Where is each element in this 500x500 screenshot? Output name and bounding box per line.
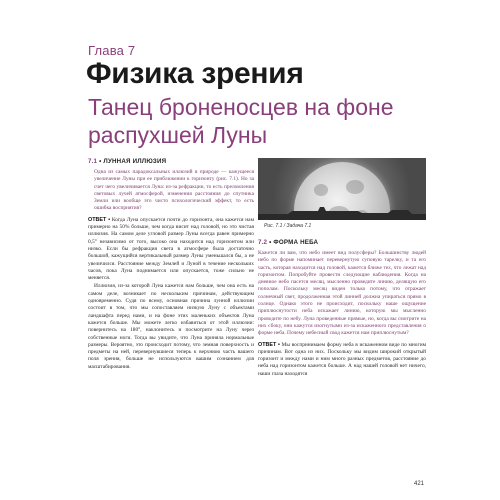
section-bullet: • <box>99 158 104 165</box>
answer-lead: ОТВЕТ • <box>258 341 280 348</box>
answer-paragraph-1 <box>88 217 254 283</box>
figure-caption: Рис. 7.1 / Задача 7.1 <box>264 223 312 229</box>
answer-paragraph-2: Иллюзия, из-за которой Луна кажется нам больше, чем она есть на самом деле, возникает по нескольким причинам, действующим одновременно. Судя по всему, основная причина лунной иллюзии состоит в том, что мы сопоставляем низкую Луну с объектами ландшафта перед нами, и на фоне этих маленьких объектов Луна кажется больше. Мы можете легко избавиться от этой иллюзии: повернитесь на 180°, наклонитесь и посмотрите на Луну через собственные ноги. Тогда вы увидите, что Луна приняла нормальные размеры. Вероятно, это происходит потому, что земная поверхность и предметы на ней, перевернувшиеся теперь к верхнюю часть вашего поля зрения, больше не используются вашим сознанием для масштабирования. <box>88 283 254 370</box>
chapter-label: Глава 7 <box>88 43 136 58</box>
chapter-title: Физика зрения <box>86 57 304 90</box>
question-text <box>88 169 254 213</box>
section-heading-7-1 <box>88 158 254 165</box>
answer-block <box>88 217 254 371</box>
moon-figure-image <box>258 158 426 220</box>
answer-block <box>258 342 426 378</box>
answer-lead: ОТВЕТ • <box>88 216 111 223</box>
chapter-subtitle: Танец броненосцев на фоне распухшей Луны <box>88 94 394 148</box>
left-column <box>88 158 254 372</box>
ships-silhouette-icon <box>258 202 426 220</box>
question-paragraph: Одна из самых парадоксальных иллюзий в природе — кажущееся увеличение Луны при ее приближении к горизонту (рис. 7.1). Но за счет чего увеличивается Луна: из-за рефракции, то есть преломления световых лучей атмосферой, изменения расстояния до спутника Земли или вообще это чисто психологический эффект, то есть ошибка восприятия? <box>94 169 254 212</box>
question-text: Кажется ли вам, что небо имеет вид полусферы? Большинству людей небо по форме напоминает перевернутую суповую тарелку, и та его часть, которая находится над головой, кажется ближе тех, что лежат над горизонтом. Попробуйте провести следующие наблюдения. Когда на дневное небо пасется месяц, мысленно проведите линию, делящую его пополам. Поскольку месяц виден только потому, что отражает солнечный свет, продолженная этой линией должна упираться прямо в солнце. Однако этого не происходит, поскольку наше ощущение приплюснутости неба искажает линию, которую мы мысленно проводите по небу. Луна проведенные прямые, но, когда вы смотрите на них сбоку, они кажутся изогнутыми из-за искаженного представления о форме неба. Почему небесный свод кажется нам приплюснутым? <box>258 250 426 337</box>
section-title: ФОРМА НЕБА <box>273 239 319 246</box>
section-heading-7-2 <box>258 239 426 246</box>
right-column <box>258 158 426 379</box>
section-number: 7.1 <box>88 158 98 165</box>
section-title: ЛУННАЯ ИЛЛЮЗИЯ <box>103 158 167 165</box>
page-number: 421 <box>413 481 424 487</box>
section-bullet: • <box>269 239 274 246</box>
answer-text-1: Мы воспринимаем форму неба в искаженном виде по многим причинам. Вот одна из них. Поскольку мы видим широкий открытый горизонт и между нами и ним много разных предметов, расстояние до неба над горизонтом кажется больше. А над нашей головой нет ничего, наши глаза находятся <box>258 341 426 377</box>
section-number: 7.2 <box>258 239 268 246</box>
answer-text-1: Когда Луна опускается почти до горизонта, она кажется нам примерно на 50% больше, чем когда висит над головой, но это чистая иллюзия. На самом деле угловой размер Луны всегда равен примерно 0,5° независимо от того, высоко она находится над горизонтом или низко. Если бы рефракция света в атмосфере была достаточно большой, кажущийся вертикальный размер Луны уменьшался бы, а не увеличился. Расстояние между Землей и Луной в течение нескольких часов, пока Луна поднимается или опускается, тоже сильно не меняется. <box>88 216 254 282</box>
answer-paragraph-1 <box>258 342 426 378</box>
